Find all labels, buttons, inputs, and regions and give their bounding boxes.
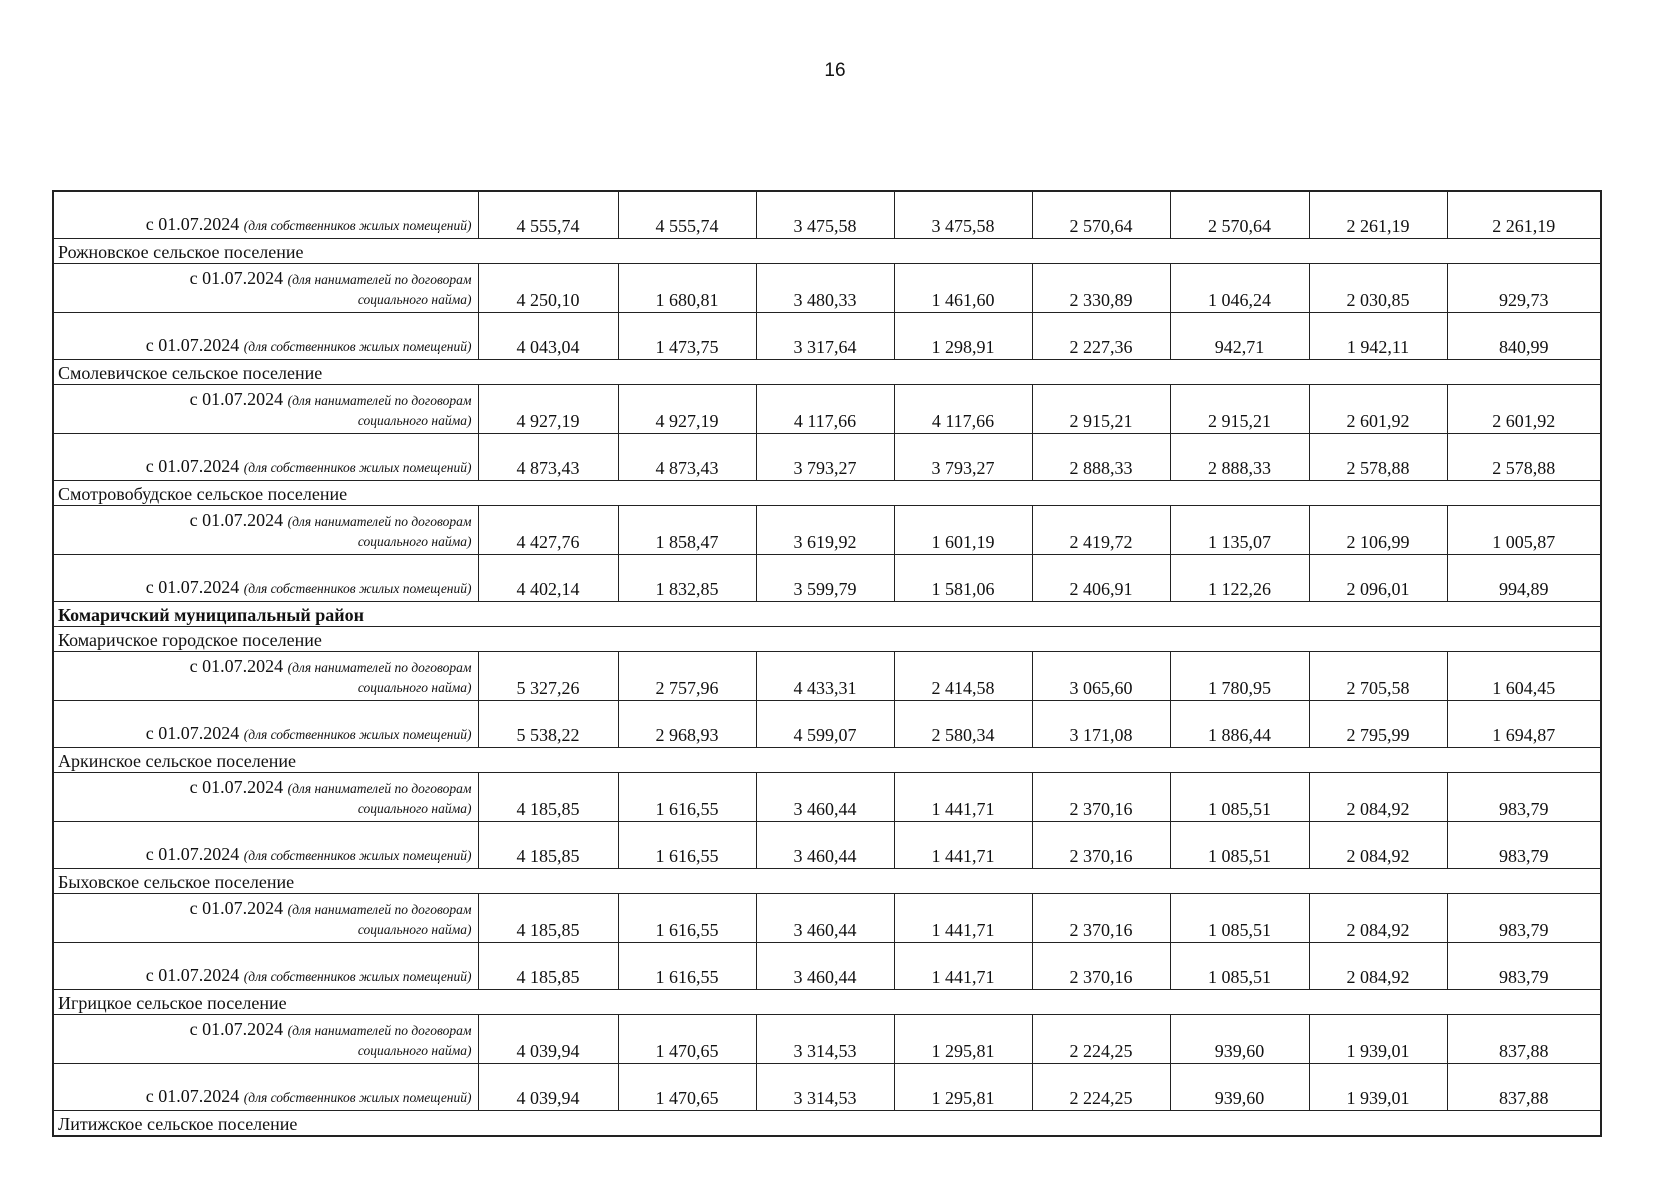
row-date: с 01.07.2024 [189, 656, 284, 676]
table-row [53, 1064, 1601, 1111]
table-cell: 4 250,10 [478, 264, 618, 313]
table-cell: 1 005,87 [1447, 506, 1601, 555]
table-cell: 1 046,24 [1170, 264, 1309, 313]
table-cell: 4 039,94 [478, 1015, 618, 1064]
table-cell: 3 460,44 [756, 943, 894, 990]
table-cell: 2 084,92 [1309, 894, 1447, 943]
row-date: с 01.07.2024 [145, 214, 240, 234]
table-cell: 2 370,16 [1032, 773, 1170, 822]
table-cell: 1 085,51 [1170, 943, 1309, 990]
table-cell: 5 538,22 [478, 701, 618, 748]
table-cell: 1 680,81 [618, 264, 756, 313]
table-cell: 2 106,99 [1309, 506, 1447, 555]
table-cell: 1 441,71 [894, 894, 1032, 943]
table-cell: 1 616,55 [618, 822, 756, 869]
table-cell: 2 580,34 [894, 701, 1032, 748]
row-note: (для нанимателей по договорам [287, 781, 472, 796]
row-date: с 01.07.2024 [189, 389, 284, 409]
table-cell: 3 171,08 [1032, 701, 1170, 748]
table-row [53, 191, 1601, 239]
table-cell: 1 295,81 [894, 1015, 1032, 1064]
table-cell: 4 402,14 [478, 555, 618, 602]
row-note: (для нанимателей по договорам [287, 514, 472, 529]
table-cell: 1 858,47 [618, 506, 756, 555]
table-cell: 4 039,94 [478, 1064, 618, 1111]
table-cell: 2 601,92 [1447, 385, 1601, 434]
settlement-heading-row [53, 869, 1601, 894]
district-name: Комаричский муниципальный район [53, 602, 1601, 627]
settlement-heading-row [53, 748, 1601, 773]
table-cell: 2 570,64 [1170, 191, 1309, 239]
table-row [53, 652, 1601, 701]
row-note-continued: социального найма) [357, 801, 472, 816]
row-label [53, 506, 478, 555]
row-date: с 01.07.2024 [145, 1086, 240, 1106]
row-date: с 01.07.2024 [189, 510, 284, 530]
table-cell: 1 085,51 [1170, 773, 1309, 822]
table-cell: 1 441,71 [894, 943, 1032, 990]
table-cell: 3 480,33 [756, 264, 894, 313]
table-cell: 983,79 [1447, 822, 1601, 869]
table-body [53, 191, 1601, 1136]
table-cell: 1 085,51 [1170, 894, 1309, 943]
row-date: с 01.07.2024 [145, 577, 240, 597]
table-cell: 2 330,89 [1032, 264, 1170, 313]
table-cell: 2 084,92 [1309, 822, 1447, 869]
table-cell: 4 873,43 [618, 434, 756, 481]
table-cell: 1 581,06 [894, 555, 1032, 602]
row-note: (для нанимателей по договорам [287, 1023, 472, 1038]
settlement-heading-row [53, 481, 1601, 506]
table-row [53, 894, 1601, 943]
row-label [53, 555, 478, 602]
table-cell: 1 295,81 [894, 1064, 1032, 1111]
table-cell: 1 470,65 [618, 1064, 756, 1111]
row-note: (для нанимателей по договорам [287, 393, 472, 408]
table-cell: 4 433,31 [756, 652, 894, 701]
row-note: (для собственников жилых помещений) [243, 339, 472, 354]
table-cell: 4 555,74 [478, 191, 618, 239]
table-cell: 994,89 [1447, 555, 1601, 602]
table-cell: 4 185,85 [478, 894, 618, 943]
table-cell: 3 475,58 [756, 191, 894, 239]
table-cell: 2 578,88 [1309, 434, 1447, 481]
table-cell: 2 261,19 [1447, 191, 1601, 239]
table-row [53, 506, 1601, 555]
row-date: с 01.07.2024 [145, 723, 240, 743]
row-label [53, 313, 478, 360]
row-label [53, 943, 478, 990]
table-cell: 3 460,44 [756, 773, 894, 822]
row-label [53, 434, 478, 481]
table-cell: 2 261,19 [1309, 191, 1447, 239]
table-cell: 1 441,71 [894, 773, 1032, 822]
table-cell: 929,73 [1447, 264, 1601, 313]
settlement-heading-row [53, 990, 1601, 1015]
table-cell: 4 427,76 [478, 506, 618, 555]
table-cell: 4 873,43 [478, 434, 618, 481]
table-cell: 2 414,58 [894, 652, 1032, 701]
row-note-continued: социального найма) [357, 922, 472, 937]
table-cell: 4 185,85 [478, 822, 618, 869]
row-label [53, 385, 478, 434]
row-note: (для собственников жилых помещений) [243, 218, 472, 233]
row-note: (для собственников жилых помещений) [243, 460, 472, 475]
table-cell: 2 705,58 [1309, 652, 1447, 701]
table-row [53, 264, 1601, 313]
table-cell: 5 327,26 [478, 652, 618, 701]
table-cell: 3 314,53 [756, 1064, 894, 1111]
settlement-heading-row [53, 239, 1601, 264]
table-cell: 837,88 [1447, 1064, 1601, 1111]
table-cell: 2 757,96 [618, 652, 756, 701]
settlement-name: Смолевичское сельское поселение [53, 360, 1601, 385]
table-cell: 983,79 [1447, 773, 1601, 822]
table-cell: 983,79 [1447, 894, 1601, 943]
table-cell: 4 185,85 [478, 943, 618, 990]
table-cell: 1 122,26 [1170, 555, 1309, 602]
row-label [53, 773, 478, 822]
table-cell: 1 616,55 [618, 894, 756, 943]
table-cell: 1 939,01 [1309, 1015, 1447, 1064]
table-row [53, 773, 1601, 822]
table-cell: 2 915,21 [1032, 385, 1170, 434]
row-label [53, 1015, 478, 1064]
table-cell: 939,60 [1170, 1064, 1309, 1111]
table-cell: 1 135,07 [1170, 506, 1309, 555]
table-cell: 2 601,92 [1309, 385, 1447, 434]
table-cell: 1 604,45 [1447, 652, 1601, 701]
table-cell: 3 793,27 [756, 434, 894, 481]
settlement-name: Смотровобудское сельское поселение [53, 481, 1601, 506]
row-date: с 01.07.2024 [145, 456, 240, 476]
settlement-name: Аркинское сельское поселение [53, 748, 1601, 773]
table-cell: 1 298,91 [894, 313, 1032, 360]
table-cell: 1 832,85 [618, 555, 756, 602]
settlement-name: Литижское сельское поселение [53, 1111, 1601, 1137]
table-cell: 1 461,60 [894, 264, 1032, 313]
table-row [53, 313, 1601, 360]
row-note: (для нанимателей по договорам [287, 660, 472, 675]
table-cell: 3 475,58 [894, 191, 1032, 239]
table-cell: 1 473,75 [618, 313, 756, 360]
row-date: с 01.07.2024 [189, 777, 284, 797]
table-cell: 2 406,91 [1032, 555, 1170, 602]
table-cell: 1 470,65 [618, 1015, 756, 1064]
table-cell: 3 317,64 [756, 313, 894, 360]
table-cell: 3 619,92 [756, 506, 894, 555]
row-date: с 01.07.2024 [189, 1019, 284, 1039]
row-date: с 01.07.2024 [145, 335, 240, 355]
settlement-name: Рожновское сельское поселение [53, 239, 1601, 264]
table-cell: 2 968,93 [618, 701, 756, 748]
table-row [53, 434, 1601, 481]
table-cell: 2 224,25 [1032, 1015, 1170, 1064]
table-cell: 1 694,87 [1447, 701, 1601, 748]
table-row [53, 555, 1601, 602]
settlement-heading-row [53, 360, 1601, 385]
row-note: (для нанимателей по договорам [287, 902, 472, 917]
row-note: (для собственников жилых помещений) [243, 581, 472, 596]
row-note: (для собственников жилых помещений) [243, 969, 472, 984]
row-label [53, 1064, 478, 1111]
settlement-name: Комаричское городское поселение [53, 627, 1601, 652]
table-cell: 1 601,19 [894, 506, 1032, 555]
tariff-table [52, 190, 1602, 1137]
row-label [53, 191, 478, 239]
row-label [53, 822, 478, 869]
table-cell: 2 419,72 [1032, 506, 1170, 555]
table-cell: 4 555,74 [618, 191, 756, 239]
table-cell: 2 370,16 [1032, 943, 1170, 990]
table-cell: 2 915,21 [1170, 385, 1309, 434]
table-cell: 4 927,19 [618, 385, 756, 434]
table-row [53, 701, 1601, 748]
table-cell: 2 084,92 [1309, 943, 1447, 990]
table-cell: 3 599,79 [756, 555, 894, 602]
table-cell: 2 888,33 [1032, 434, 1170, 481]
row-note-continued: социального найма) [357, 413, 472, 428]
table-cell: 1 616,55 [618, 773, 756, 822]
table-cell: 4 927,19 [478, 385, 618, 434]
row-note: (для нанимателей по договорам [287, 272, 472, 287]
row-note: (для собственников жилых помещений) [243, 1090, 472, 1105]
table-cell: 1 942,11 [1309, 313, 1447, 360]
table-cell: 2 370,16 [1032, 894, 1170, 943]
table-cell: 4 117,66 [894, 385, 1032, 434]
table-cell: 2 578,88 [1447, 434, 1601, 481]
row-date: с 01.07.2024 [189, 898, 284, 918]
table-cell: 1 616,55 [618, 943, 756, 990]
table-cell: 4 117,66 [756, 385, 894, 434]
table-cell: 3 314,53 [756, 1015, 894, 1064]
row-note-continued: социального найма) [357, 292, 472, 307]
row-label [53, 264, 478, 313]
table-row [53, 385, 1601, 434]
row-date: с 01.07.2024 [189, 268, 284, 288]
table-cell: 3 460,44 [756, 894, 894, 943]
table-cell: 2 096,01 [1309, 555, 1447, 602]
settlement-name: Игрицкое сельское поселение [53, 990, 1601, 1015]
row-note-continued: социального найма) [357, 680, 472, 695]
table-cell: 2 224,25 [1032, 1064, 1170, 1111]
row-date: с 01.07.2024 [145, 965, 240, 985]
table-row [53, 943, 1601, 990]
table-cell: 939,60 [1170, 1015, 1309, 1064]
settlement-heading-row [53, 627, 1601, 652]
table-cell: 4 185,85 [478, 773, 618, 822]
table-cell: 837,88 [1447, 1015, 1601, 1064]
table-cell: 2 570,64 [1032, 191, 1170, 239]
table-cell: 1 085,51 [1170, 822, 1309, 869]
row-label [53, 701, 478, 748]
table-row [53, 822, 1601, 869]
table-cell: 1 780,95 [1170, 652, 1309, 701]
table-cell: 2 030,85 [1309, 264, 1447, 313]
row-label [53, 894, 478, 943]
table-cell: 3 460,44 [756, 822, 894, 869]
table-cell: 2 888,33 [1170, 434, 1309, 481]
table-cell: 4 043,04 [478, 313, 618, 360]
row-note: (для собственников жилых помещений) [243, 727, 472, 742]
table-cell: 3 065,60 [1032, 652, 1170, 701]
table-cell: 2 227,36 [1032, 313, 1170, 360]
row-date: с 01.07.2024 [145, 844, 240, 864]
table-cell: 1 441,71 [894, 822, 1032, 869]
table-cell: 2 084,92 [1309, 773, 1447, 822]
table-row [53, 1015, 1601, 1064]
table-cell: 4 599,07 [756, 701, 894, 748]
row-note: (для собственников жилых помещений) [243, 848, 472, 863]
page-number: 16 [824, 60, 846, 81]
table-cell: 2 370,16 [1032, 822, 1170, 869]
table-cell: 3 793,27 [894, 434, 1032, 481]
table-cell: 1 939,01 [1309, 1064, 1447, 1111]
table-cell: 840,99 [1447, 313, 1601, 360]
table-cell: 983,79 [1447, 943, 1601, 990]
row-note-continued: социального найма) [357, 1043, 472, 1058]
table-cell: 942,71 [1170, 313, 1309, 360]
table-cell: 1 886,44 [1170, 701, 1309, 748]
table-cell: 2 795,99 [1309, 701, 1447, 748]
district-heading-row [53, 602, 1601, 627]
row-note-continued: социального найма) [357, 534, 472, 549]
row-label [53, 652, 478, 701]
settlement-name: Быховское сельское поселение [53, 869, 1601, 894]
settlement-heading-row [53, 1111, 1601, 1137]
